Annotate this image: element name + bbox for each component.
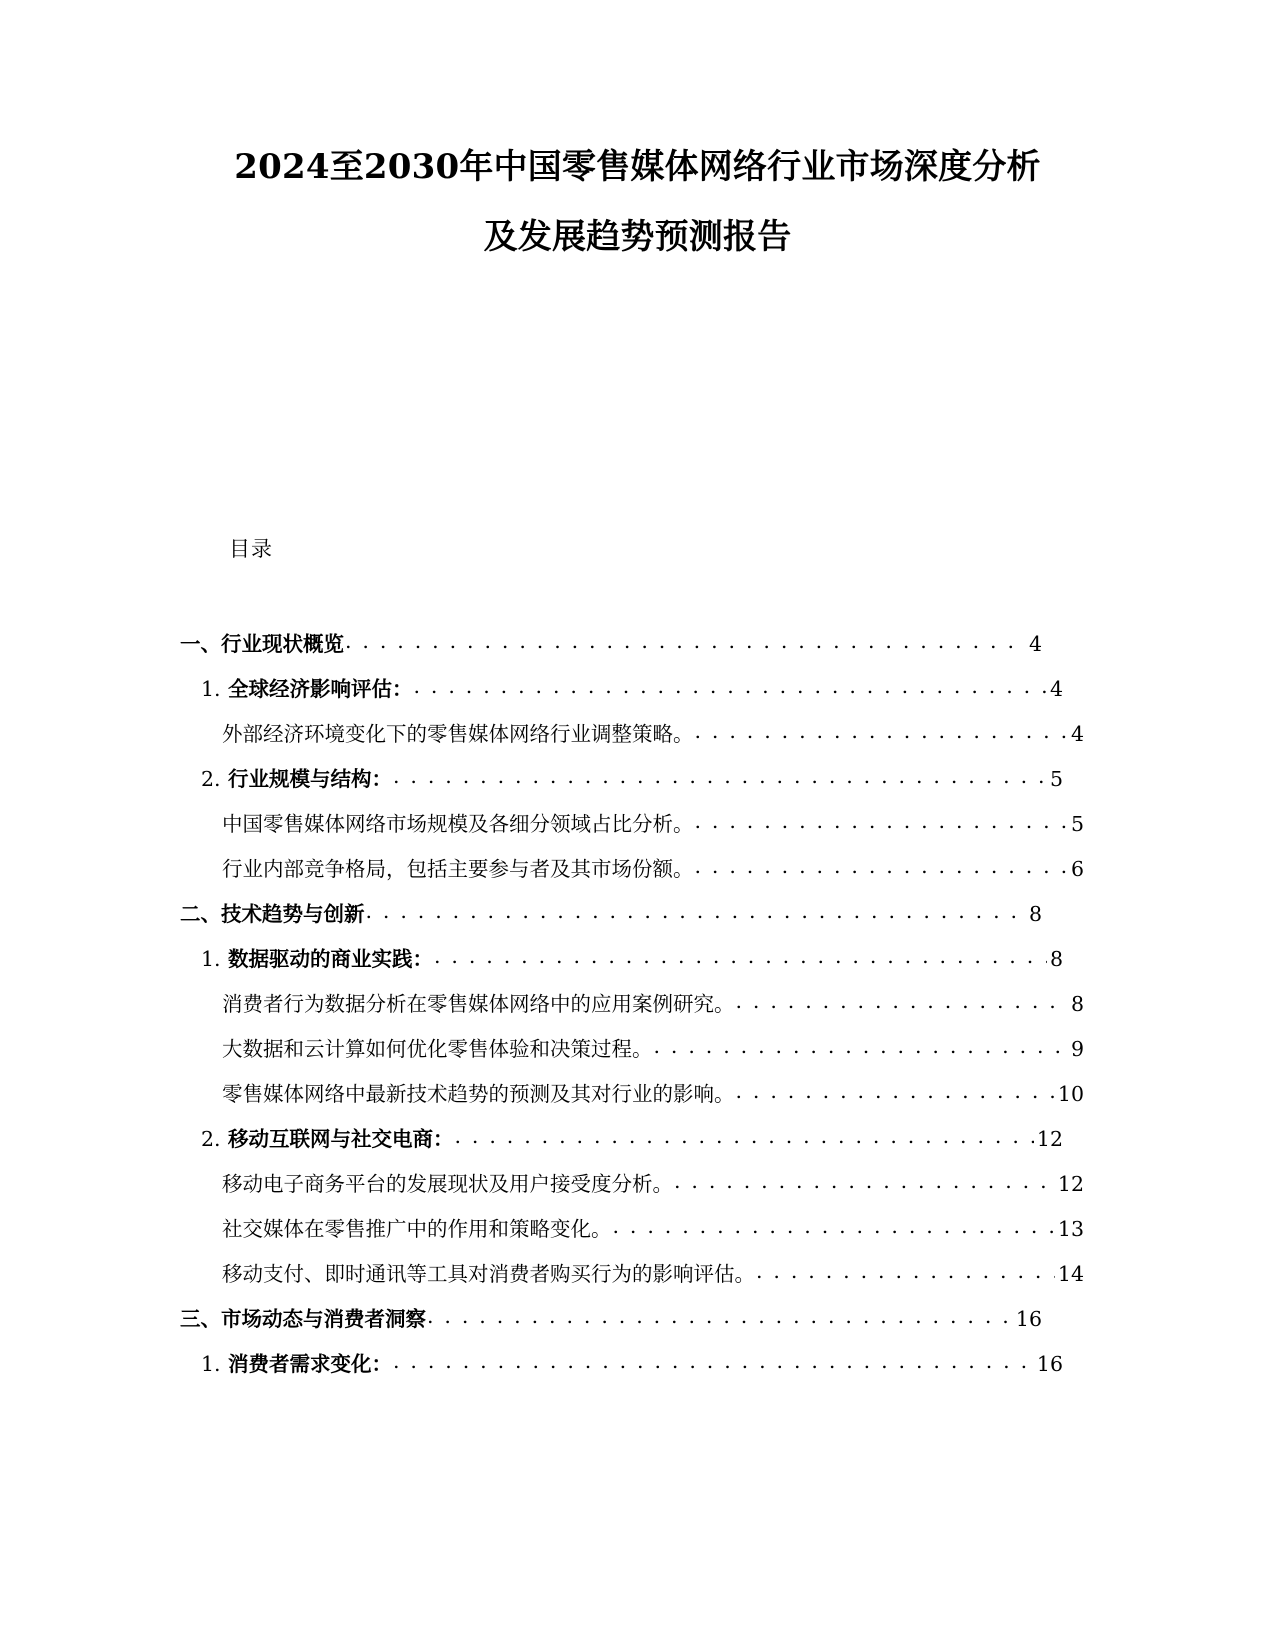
toc-entry-text: 外部经济环境变化下的零售媒体网络行业调整策略。 <box>222 722 694 746</box>
toc-entry-text: 大数据和云计算如何优化零售体验和决策过程。 <box>222 1037 653 1061</box>
toc-entry[interactable] <box>180 712 1084 757</box>
toc-dot-leader <box>613 1216 1055 1237</box>
toc-dot-leader <box>434 946 1047 967</box>
toc-entry-text: 消费者需求变化： <box>228 1352 392 1376</box>
toc-page-number: 8 <box>1049 947 1063 971</box>
toc-entry-label <box>222 1027 653 1072</box>
toc-entry[interactable] <box>180 847 1084 892</box>
toc-entry-text: 中国零售媒体网络市场规模及各细分领域占比分析。 <box>222 812 694 836</box>
toc-entry-label <box>201 757 392 802</box>
toc-entry[interactable] <box>180 1297 1042 1342</box>
toc-entry[interactable] <box>180 1252 1084 1297</box>
toc-entry-text: 消费者行为数据分析在零售媒体网络中的应用案例研究。 <box>222 992 735 1016</box>
toc-dot-leader <box>427 1306 1013 1327</box>
toc-entry-label <box>222 1252 755 1297</box>
toc-entry[interactable] <box>180 757 1063 802</box>
toc-page-number: 8 <box>1028 902 1042 926</box>
toc-entry-label <box>222 712 694 757</box>
toc-entry-label <box>201 1342 392 1387</box>
toc-entry-number: 2. <box>201 1127 221 1151</box>
toc-dot-leader <box>414 676 1047 697</box>
toc-dot-leader <box>455 1126 1034 1147</box>
toc-entry-text: 数据驱动的商业实践： <box>228 947 433 971</box>
toc-entry-number: 2. <box>201 767 221 791</box>
toc-entry[interactable] <box>180 1027 1084 1072</box>
toc-dot-leader <box>393 1351 1034 1372</box>
toc-entry-text: 全球经济影响评估： <box>228 677 413 701</box>
toc-page-number: 12 <box>1036 1127 1063 1151</box>
toc-entry-label <box>222 1207 612 1252</box>
toc-dot-leader <box>695 721 1068 742</box>
page-title-line-2: 及发展趋势预测报告 <box>483 217 792 257</box>
toc-entry[interactable] <box>180 802 1084 847</box>
toc-dot-leader <box>756 1261 1055 1282</box>
toc-entry-label <box>222 1162 673 1207</box>
toc-entry[interactable] <box>180 1162 1084 1207</box>
toc-page-number: 16 <box>1036 1352 1063 1376</box>
toc-entry-text: 移动互联网与社交电商： <box>228 1127 454 1151</box>
toc-heading: 目录 <box>229 537 273 561</box>
toc-page-number: 4 <box>1049 677 1063 701</box>
toc-entry-label <box>222 802 694 847</box>
toc-entry-text: 行业内部竞争格局，包括主要参与者及其市场份额。 <box>222 857 694 881</box>
toc-page-number: 12 <box>1057 1172 1084 1196</box>
toc-entry-label <box>222 847 694 892</box>
toc-entry-text: 二、技术趋势与创新 <box>180 902 365 926</box>
toc-entry-label <box>222 1072 735 1117</box>
toc-page-number: 14 <box>1057 1262 1084 1286</box>
toc-dot-leader <box>736 1081 1055 1102</box>
toc-entry-number: 1. <box>201 947 221 971</box>
toc-page-number: 13 <box>1057 1217 1084 1241</box>
toc-entry[interactable] <box>180 1117 1063 1162</box>
table-of-contents <box>180 622 1084 1387</box>
toc-entry-text: 三、市场动态与消费者洞察 <box>180 1307 426 1331</box>
toc-entry-label <box>222 982 735 1027</box>
toc-dot-leader <box>736 991 1068 1012</box>
toc-entry-text: 零售媒体网络中最新技术趋势的预测及其对行业的影响。 <box>222 1082 735 1106</box>
toc-entry-label <box>180 1297 426 1342</box>
toc-entry-text: 移动电子商务平台的发展现状及用户接受度分析。 <box>222 1172 673 1196</box>
toc-entry[interactable] <box>180 1342 1063 1387</box>
toc-page-number: 8 <box>1070 992 1084 1016</box>
toc-dot-leader <box>654 1036 1068 1057</box>
toc-entry-text: 社交媒体在零售推广中的作用和策略变化。 <box>222 1217 612 1241</box>
toc-dot-leader <box>674 1171 1055 1192</box>
toc-dot-leader <box>393 766 1047 787</box>
toc-entry[interactable] <box>180 1072 1084 1117</box>
toc-dot-leader <box>695 811 1068 832</box>
toc-page-number: 5 <box>1070 812 1084 836</box>
toc-entry-label <box>180 622 344 667</box>
toc-page-number: 9 <box>1070 1037 1084 1061</box>
toc-entry[interactable] <box>180 1207 1084 1252</box>
toc-entry[interactable] <box>180 667 1063 712</box>
toc-entry-text: 行业规模与结构： <box>228 767 392 791</box>
toc-dot-leader <box>345 631 1026 652</box>
toc-entry-text: 移动支付、即时通讯等工具对消费者购买行为的影响评估。 <box>222 1262 755 1286</box>
toc-entry-number: 1. <box>201 677 221 701</box>
toc-entry[interactable] <box>180 937 1063 982</box>
toc-page-number: 4 <box>1028 632 1042 656</box>
toc-dot-leader <box>695 856 1068 877</box>
toc-page-number: 6 <box>1070 857 1084 881</box>
toc-entry-number: 1. <box>201 1352 221 1376</box>
toc-entry-label <box>180 892 365 937</box>
page-title <box>180 132 1095 272</box>
toc-entry-label <box>201 937 433 982</box>
toc-entry-label <box>201 1117 454 1162</box>
toc-entry[interactable] <box>180 982 1084 1027</box>
toc-page-number: 5 <box>1049 767 1063 791</box>
toc-entry[interactable] <box>180 622 1042 667</box>
toc-page-number: 16 <box>1015 1307 1042 1331</box>
toc-entry[interactable] <box>180 892 1042 937</box>
toc-dot-leader <box>366 901 1026 922</box>
toc-entry-text: 一、行业现状概览 <box>180 632 344 656</box>
page-title-line-1: 2024至2030年中国零售媒体网络行业市场深度分析 <box>234 147 1041 187</box>
toc-entry-label <box>201 667 413 712</box>
toc-page-number: 10 <box>1057 1082 1084 1106</box>
toc-page-number: 4 <box>1070 722 1084 746</box>
